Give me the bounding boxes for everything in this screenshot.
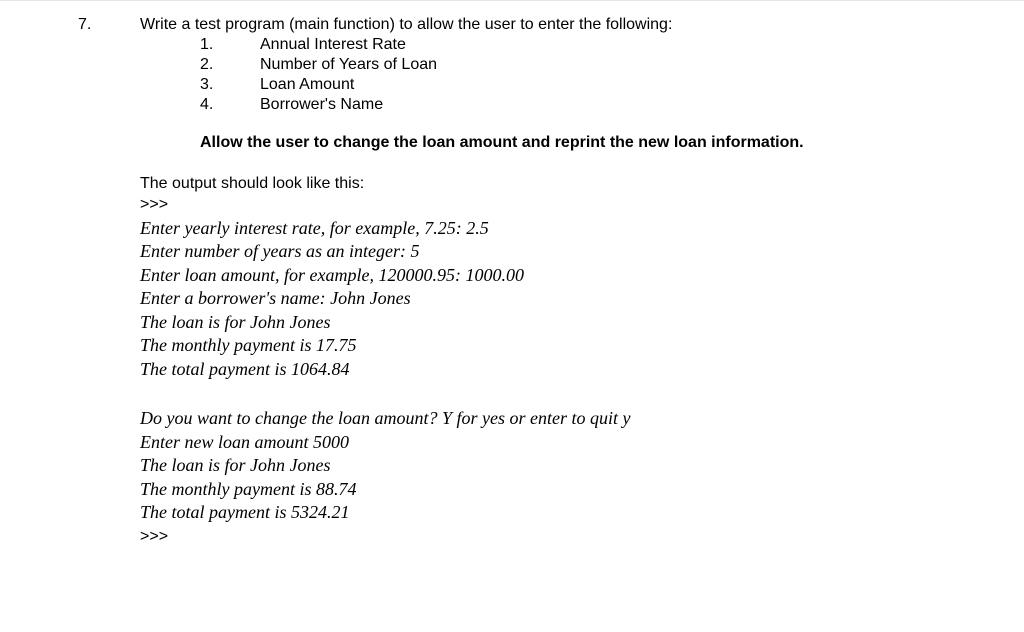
console-line: Do you want to change the loan amount? Y for yes or enter to quit y xyxy=(140,408,631,428)
output-intro: The output should look like this: xyxy=(140,175,365,192)
console-line: Enter number of years as an integer: 5 xyxy=(140,241,420,261)
list-item-number: 3. xyxy=(200,76,214,93)
console-line: The monthly payment is 88.74 xyxy=(140,478,357,499)
console-line: Enter loan amount, for example, 120000.95: 1000.00 xyxy=(140,264,524,285)
console-line: The total payment is 5324.21 xyxy=(140,502,350,522)
console-end-prompt: >>> xyxy=(140,527,169,545)
console-line: The total payment is 1064.84 xyxy=(140,358,350,379)
question-number: 7. xyxy=(78,16,92,33)
list-item-label: Borrower's Name xyxy=(260,96,384,113)
list-item-number: 4. xyxy=(200,96,214,113)
list-item-number: 2. xyxy=(200,56,214,73)
question-text: Write a test program (main function) to allow the user to enter the following: xyxy=(140,16,673,33)
console-block-2 xyxy=(140,407,630,548)
list-item-label: Annual Interest Rate xyxy=(260,36,406,53)
console-line: The loan is for John Jones xyxy=(140,311,331,332)
list-item-label: Number of Years of Loan xyxy=(260,56,438,73)
console-line: Enter a borrower's name: John Jones xyxy=(140,288,411,308)
console-line: Enter yearly interest rate, for example, 7.25: 2.5 xyxy=(140,217,489,238)
console-line: Enter new loan amount 5000 xyxy=(140,431,349,452)
console-line: The monthly payment is 17.75 xyxy=(140,335,357,355)
console-line: The loan is for John Jones xyxy=(140,455,331,475)
list-item-label: Loan Amount xyxy=(260,76,355,93)
console-prompt: >>> xyxy=(140,196,169,213)
list-item-number: 1. xyxy=(200,36,214,53)
instruction-text: Allow the user to change the loan amount and reprint the new loan information. xyxy=(200,134,804,151)
top-border xyxy=(0,0,1024,1)
console-block-1 xyxy=(140,193,524,381)
